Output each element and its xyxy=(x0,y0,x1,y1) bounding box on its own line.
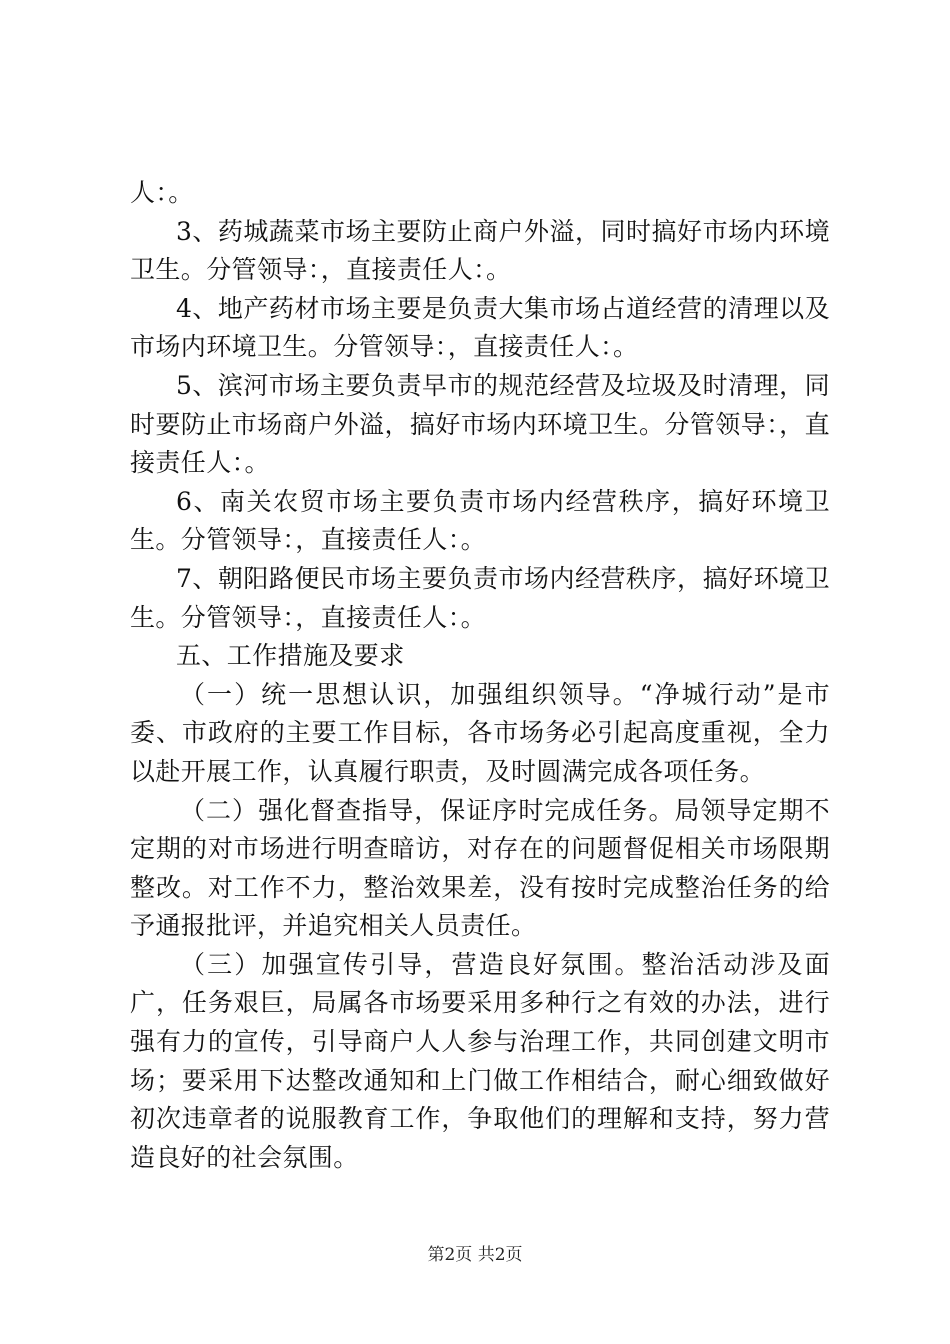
paragraph-item-6: 6、南关农贸市场主要负责市场内经营秩序，搞好环境卫生。分管领导：，直接责任人：。 xyxy=(130,486,830,555)
paragraph-item-7: 7、朝阳路便民市场主要负责市场内经营秩序，搞好环境卫生。分管领导：，直接责任人：。 xyxy=(130,563,830,632)
paragraph-measure-2: （二）强化督查指导，保证序时完成任务。局领导定期不定期的对市场进行明查暗访，对存在的问题督促相关市场限期整改。对工作不力，整治效果差，没有按时完成整治任务的给予通报批评，并追究相关人员责任。 xyxy=(130,795,830,941)
paragraph-item-3: 3、药城蔬菜市场主要防止商户外溢，同时搞好市场内环境卫生。分管领导：，直接责任人：。 xyxy=(130,216,830,285)
page-number: 第2页 共2页 xyxy=(427,1245,523,1265)
paragraph-measure-1: （一）统一思想认识，加强组织领导。“净城行动”是市委、市政府的主要工作目标，各市场务必引起高度重视，全力以赴开展工作，认真履行职责，及时圆满完成各项任务。 xyxy=(130,679,830,786)
page-footer xyxy=(0,1243,950,1267)
document-body xyxy=(130,174,830,1177)
paragraph-measure-3: （三）加强宣传引导，营造良好氛围。整治活动涉及面广，任务艰巨，局属各市场要采用多种行之有效的办法，进行强有力的宣传，引导商户人人参与治理工作，共同创建文明市场；要采用下达整改通知和上门做工作相结合，耐心细致做好初次违章者的说服教育工作，争取他们的理解和支持，努力营造良好的社会氛围。 xyxy=(130,949,830,1172)
paragraph-item-5: 5、滨河市场主要负责早市的规范经营及垃圾及时清理，同时要防止市场商户外溢，搞好市场内环境卫生。分管领导：，直接责任人：。 xyxy=(130,370,830,478)
paragraph-item-4: 4、地产药材市场主要是负责大集市场占道经营的清理以及市场内环境卫生。分管领导：，直接责任人：。 xyxy=(130,293,830,362)
section-heading: 五、工作措施及要求 xyxy=(176,641,405,671)
paragraph-continuation: 人：。 xyxy=(130,178,194,207)
